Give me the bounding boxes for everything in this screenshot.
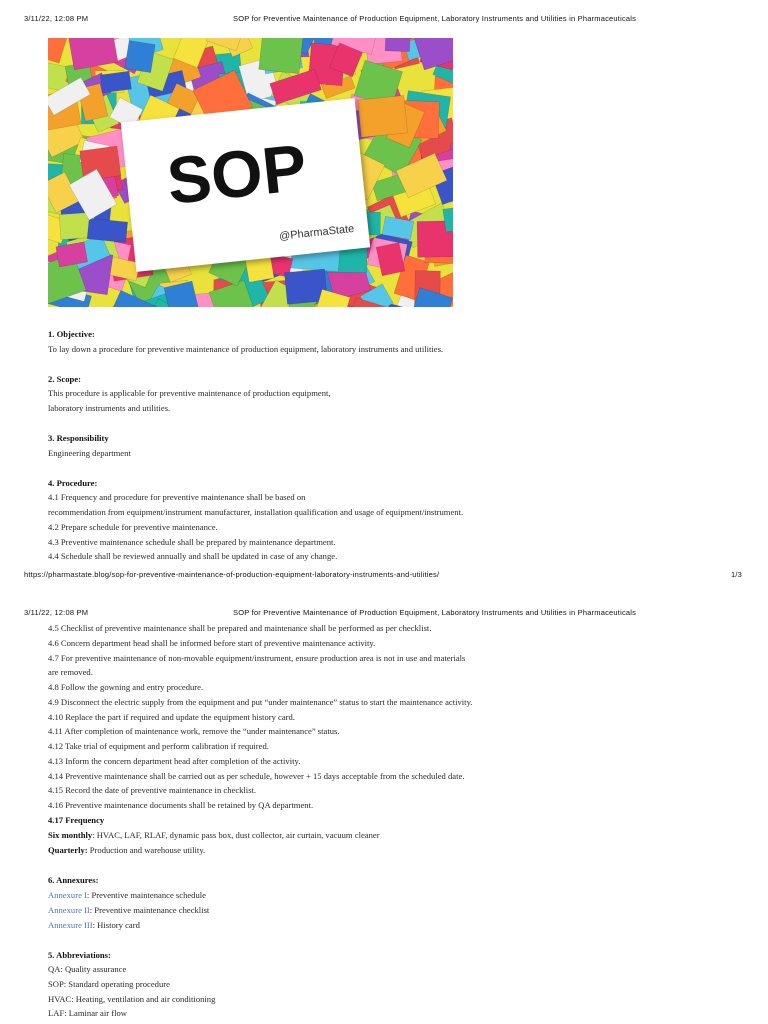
procedure-heading: 4. Procedure: [48, 478, 98, 488]
responsibility-text: Engineering department [48, 448, 131, 458]
annexure-2-text: : Preventive maintenance checklist [89, 905, 210, 915]
objective-heading: 1. Objective: [48, 329, 95, 339]
procedure-item-4-10: 4.10 Replace the part if required and update the equipment history card. [48, 712, 295, 722]
hero-image [48, 38, 453, 307]
procedure-item-4-12: 4.12 Take trial of equipment and perform calibration if required. [48, 741, 269, 751]
print-document-title-p2: SOP for Preventive Maintenance of Production Equipment, Laboratory Instruments and Utilities in Pharmaceuticals [233, 608, 637, 617]
annexure-3-line [48, 918, 140, 933]
procedure-item-4-15: 4.15 Record the date of preventive maintenance in checklist. [48, 785, 257, 795]
frequency-quarterly [48, 843, 205, 858]
procedure-item-4-2: 4.2 Prepare schedule for preventive maintenance. [48, 522, 218, 532]
scope-text-line1: This procedure is applicable for preventive maintenance of production equipment, [48, 388, 331, 398]
annexure-2-link[interactable]: Annexure II [48, 905, 90, 915]
procedure-item-4-11: 4.11 After completion of maintenance work, remove the “under maintenance” status. [48, 726, 340, 736]
procedure-item-4-17: 4.17 Frequency [48, 815, 105, 825]
quarterly-label: Quarterly: [48, 845, 88, 855]
procedure-item-4-3: 4.3 Preventive maintenance schedule shall be prepared by maintenance department. [48, 537, 336, 547]
frequency-six-monthly [48, 828, 380, 843]
annexure-1-line [48, 888, 206, 903]
abbreviation-sop: SOP: Standard operating procedure [48, 979, 170, 989]
six-monthly-label: Six monthly [48, 830, 93, 840]
print-datetime-p2: 3/11/22, 12:08 PM [24, 608, 89, 617]
procedure-item-4-4: 4.4 Schedule shall be reviewed annually and shall be updated in case of any change. [48, 551, 338, 561]
annexure-3-text: : History card [92, 920, 140, 930]
procedure-item-4-9: 4.9 Disconnect the electric supply from the equipment and put “under maintenance” status to start the maintenance activity. [48, 697, 473, 707]
six-monthly-text: : HVAC, LAF, RLAF, dynamic pass box, dust collector, air curtain, vacuum cleaner [92, 830, 380, 840]
procedure-item-4-1a: 4.1 Frequency and procedure for preventive maintenance shall be based on [48, 492, 306, 502]
footer-page-number: 1/3 [731, 570, 743, 579]
annexure-1-link[interactable]: Annexure I [48, 890, 87, 900]
annexure-1-text: : Preventive maintenance schedule [86, 890, 206, 900]
abbreviations-heading: 5. Abbreviations: [48, 950, 111, 960]
responsibility-heading: 3. Responsibility [48, 433, 109, 443]
sop-card-watermark: @PharmaState [278, 222, 355, 243]
annexure-3-link[interactable]: Annexure III [48, 920, 93, 930]
scope-heading: 2. Scope: [48, 374, 81, 384]
procedure-item-4-14: 4.14 Preventive maintenance shall be carried out as per schedule, however + 15 days acceptable from the scheduled date. [48, 771, 465, 781]
procedure-item-4-7b: are removed. [48, 667, 93, 677]
annexure-2-line [48, 903, 209, 918]
objective-text: To lay down a procedure for preventive maintenance of production equipment, laboratory instruments and utilities. [48, 344, 444, 354]
procedure-item-4-8: 4.8 Follow the gowning and entry procedure. [48, 682, 204, 692]
procedure-item-4-13: 4.13 Inform the concern department head after completion of the activity. [48, 756, 301, 766]
procedure-item-4-6: 4.6 Concern department head shall be informed before start of preventive maintenance activity. [48, 638, 376, 648]
procedure-item-4-5: 4.5 Checklist of preventive maintenance shall be prepared and maintenance shall be performed as per checklist. [48, 623, 432, 633]
procedure-item-4-7a: 4.7 For preventive maintenance of non-movable equipment/instrument, ensure production area is not in use and materials [48, 653, 466, 663]
sop-card-title: SOP [163, 129, 310, 218]
print-document-title: SOP for Preventive Maintenance of Production Equipment, Laboratory Instruments and Utilities in Pharmaceuticals [233, 14, 637, 23]
abbreviation-laf: LAF: Laminar air flow [48, 1008, 127, 1018]
procedure-item-4-16: 4.16 Preventive maintenance documents shall be retained by QA department. [48, 800, 314, 810]
procedure-item-4-1b: recommendation from equipment/instrument manufacturer, installation qualification and usage of equipment/instrument. [48, 507, 464, 517]
print-datetime: 3/11/22, 12:08 PM [24, 14, 89, 23]
sop-card [121, 98, 370, 272]
quarterly-text: Production and warehouse utility. [87, 845, 206, 855]
footer-url: https://pharmastate.blog/sop-for-preventive-maintenance-of-production-equipment-laboratory-instruments-and-utilities/ [24, 570, 440, 579]
scope-text-line2: laboratory instruments and utilities. [48, 403, 171, 413]
abbreviation-qa: QA: Quality assurance [48, 964, 127, 974]
abbreviation-hvac: HVAC: Heating, ventilation and air conditioning [48, 994, 216, 1004]
annexures-heading: 6. Annexures: [48, 875, 99, 885]
